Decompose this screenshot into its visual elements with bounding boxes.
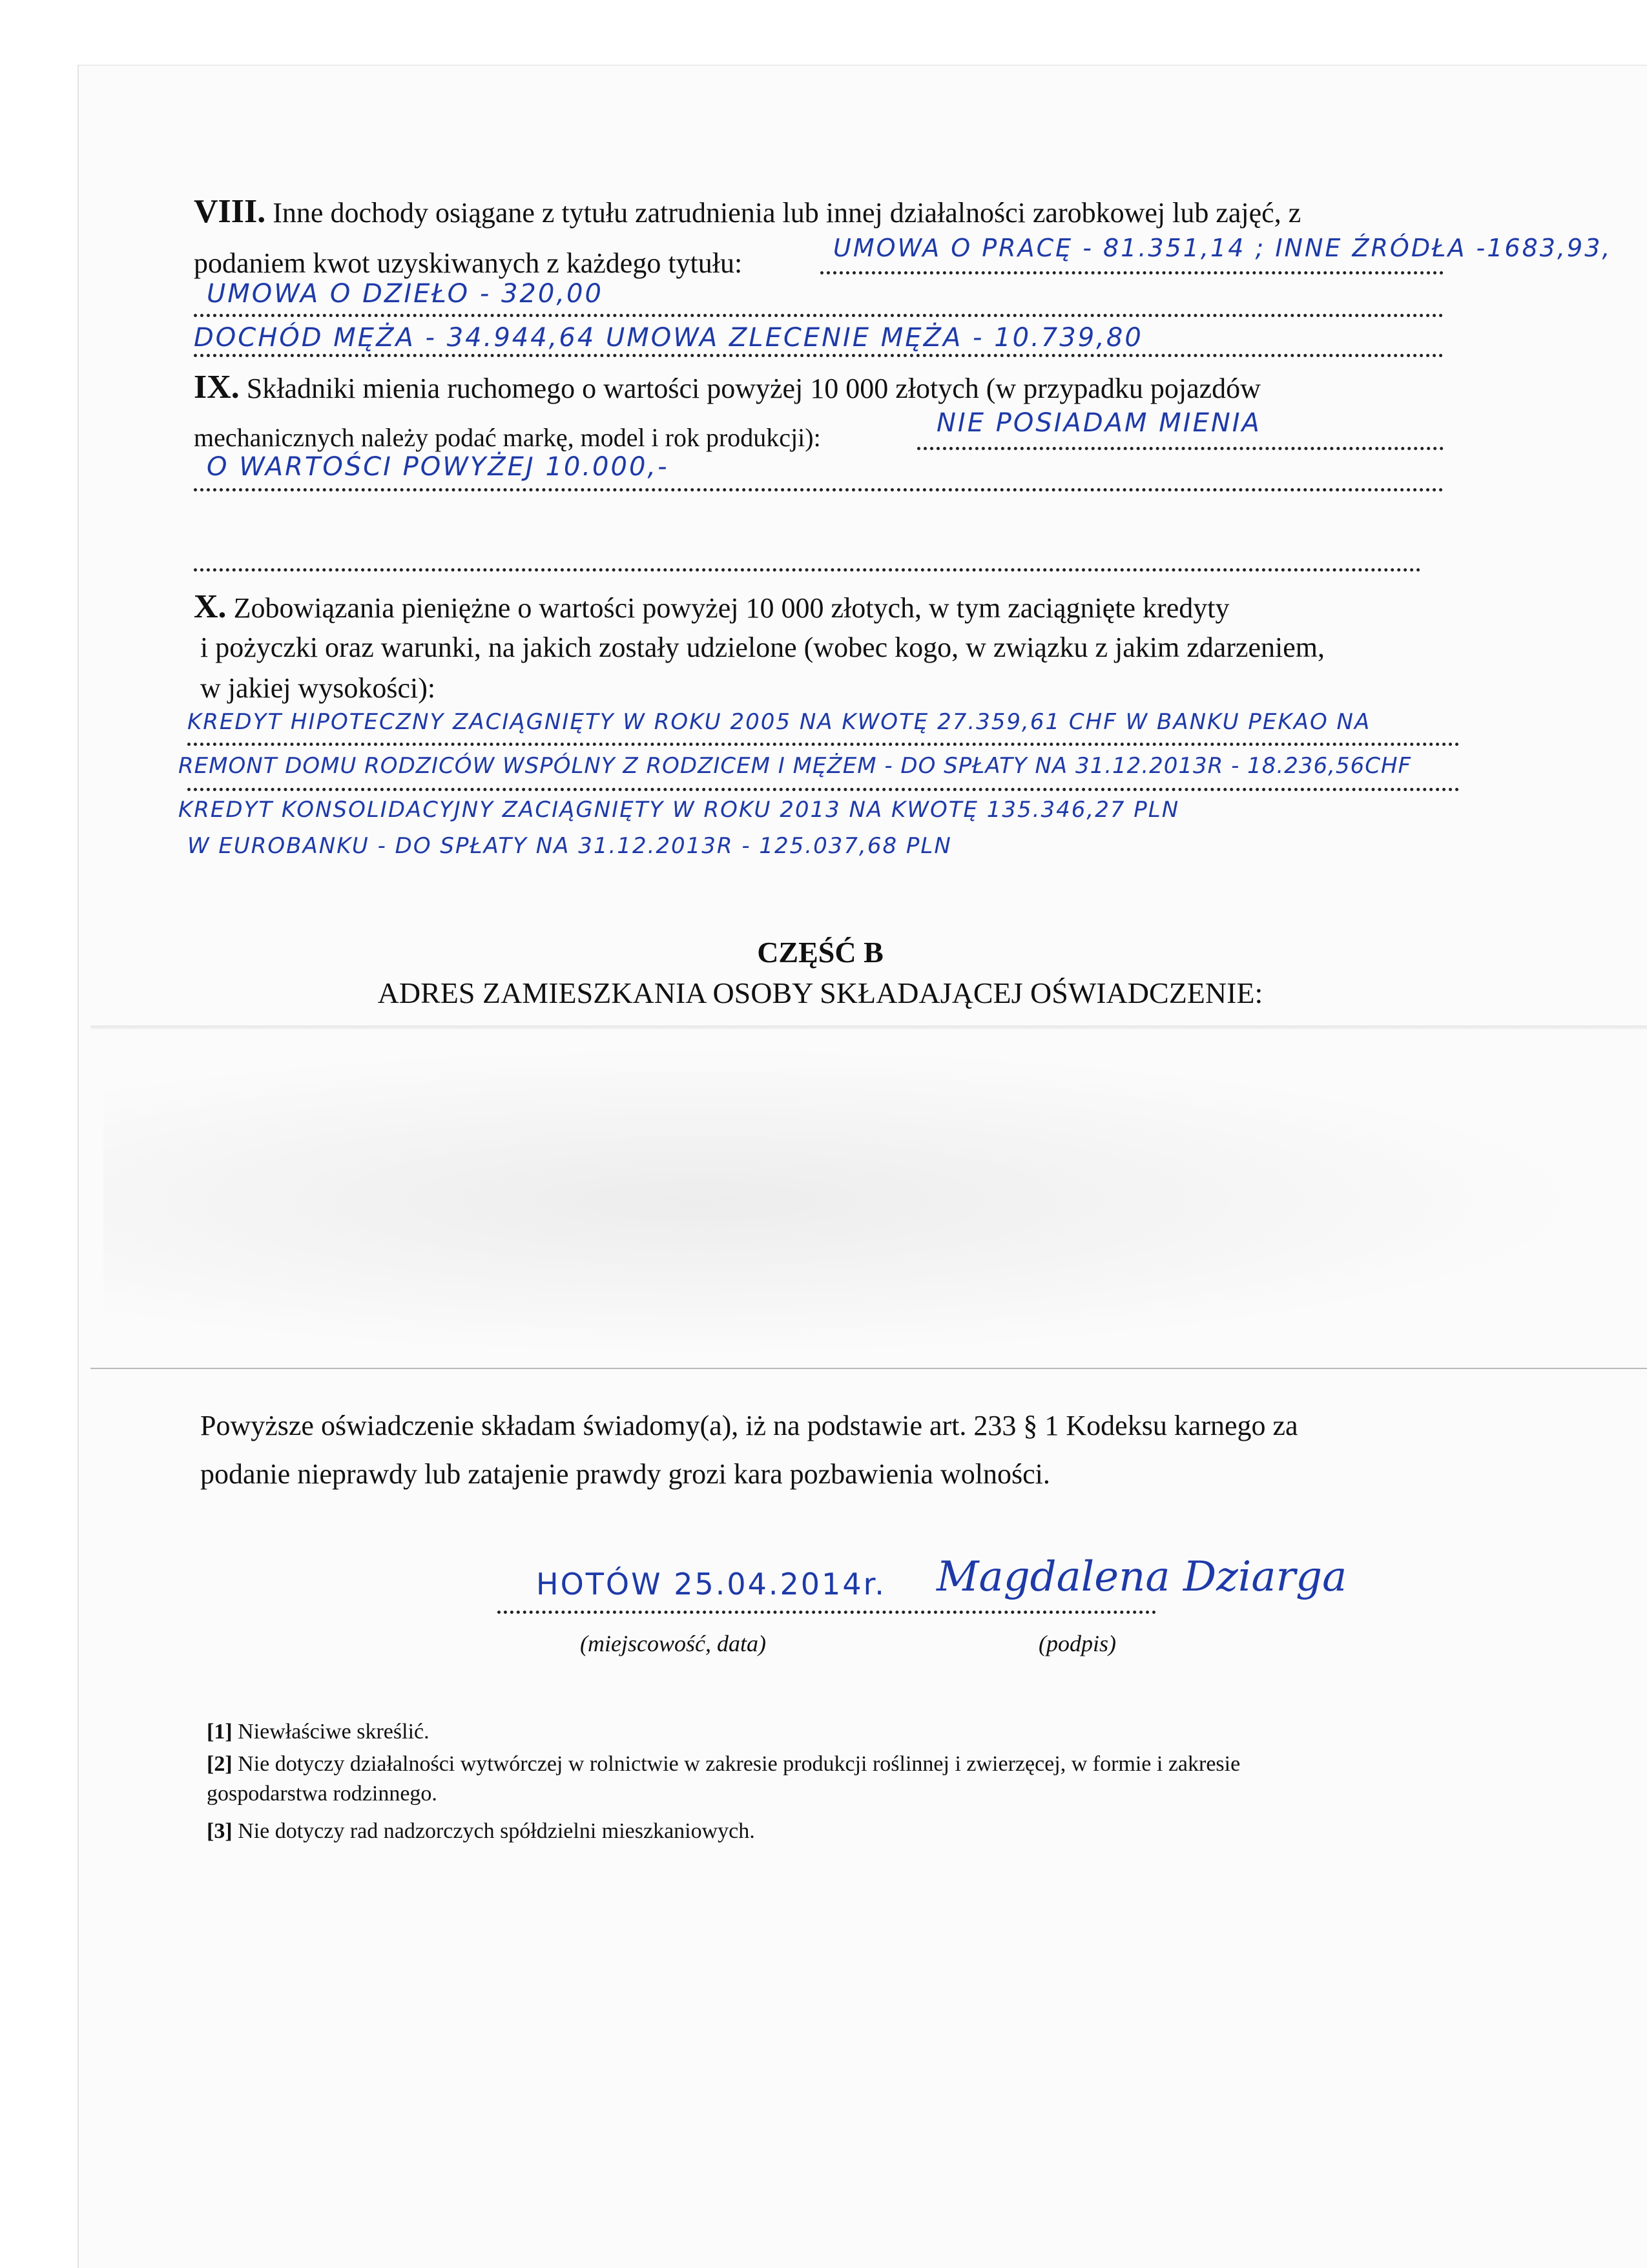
part-b-heading: CZĘŚĆ B xyxy=(757,936,884,969)
handwritten-income-1: UMOWA O PRACĘ - 81.351,14 ; INNE ŹRÓDŁA -1683,93, xyxy=(833,234,1612,262)
footnote-1 xyxy=(207,1718,430,1746)
section-ix-number: IX. xyxy=(194,369,240,406)
section-viii-text2: podaniem kwot uzyskiwanych z każdego tytułu: xyxy=(194,247,743,279)
caption-place-date: (miejscowość, data) xyxy=(580,1631,766,1656)
section-ix-line1 xyxy=(194,369,1261,407)
section-ix-text: Składniki mienia ruchomego o wartości powyżej 10 000 złotych (w przypadku pojazdów xyxy=(246,373,1261,404)
fill-line xyxy=(187,743,1460,746)
declaration-line1: Powyższe oświadczenie składam świadomy(a), iż na podstawie art. 233 § 1 Kodeksu karnego za xyxy=(200,1410,1298,1441)
section-viii-line1 xyxy=(194,194,1301,231)
fill-line xyxy=(194,314,1444,317)
paper-fold-line xyxy=(90,1368,1647,1369)
section-x-text2: i pożyczki oraz warunki, na jakich zostały udzielone (wobec kogo, w związku z jakim zdarzeniem, xyxy=(200,632,1325,663)
bleed-through-shadow xyxy=(103,1046,1589,1356)
fill-line xyxy=(917,447,1444,450)
part-b-subheading: ADRES ZAMIESZKANIA OSOBY SKŁADAJĄCEJ OŚWIADCZENIE: xyxy=(377,976,1263,1009)
handwritten-income-2: UMOWA O DZIEŁO - 320,00 xyxy=(207,279,603,309)
handwritten-liability-2: REMONT DOMU RODZICÓW WSPÓLNY Z RODZICEM I MĘŻEM - DO SPŁATY NA 31.12.2013R - 18.236,56CHF xyxy=(178,753,1412,779)
paper-fold-line xyxy=(90,1026,1647,1029)
footnote-1-text: Niewłaściwe skreślić. xyxy=(238,1720,430,1744)
footnote-1-mark: [1] xyxy=(207,1720,233,1744)
handwritten-liability-1: KREDYT HIPOTECZNY ZACIĄGNIĘTY W ROKU 2005 NA KWOTĘ 27.359,61 CHF W BANKU PEKAO NA xyxy=(187,709,1371,735)
footnote-2-text: Nie dotyczy działalności wytwórczej w rolnictwie w zakresie produkcji roślinnej i zwierzęcej, w formie i zakresie xyxy=(238,1752,1241,1776)
handwritten-movables-1: NIE POSIADAM MIENIA xyxy=(937,408,1261,438)
fill-line xyxy=(820,271,1444,274)
section-viii-number: VIII. xyxy=(194,193,266,230)
handwritten-liability-3: KREDYT KONSOLIDACYJNY ZACIĄGNIĘTY W ROKU 2013 NA KWOTĘ 135.346,27 PLN xyxy=(178,797,1180,823)
fill-line xyxy=(194,488,1444,491)
caption-signature: (podpis) xyxy=(1039,1631,1116,1656)
footnote-3-mark: [3] xyxy=(207,1819,233,1843)
footnote-3-text: Nie dotyczy rad nadzorczych spółdzielni mieszkaniowych. xyxy=(238,1819,755,1843)
fill-line xyxy=(187,788,1460,791)
footnote-3 xyxy=(207,1817,755,1846)
section-x-text3: w jakiej wysokości): xyxy=(200,672,436,704)
section-x-number: X. xyxy=(194,588,227,625)
footnote-2-mark: [2] xyxy=(207,1752,233,1776)
declaration-line2: podanie nieprawdy lub zatajenie prawdy grozi kara pozbawienia wolności. xyxy=(200,1458,1050,1490)
handwritten-place-date: HOTÓW 25.04.2014r. xyxy=(536,1567,886,1602)
fill-line xyxy=(194,568,1421,572)
handwritten-movables-2: O WARTOŚCI POWYŻEJ 10.000,- xyxy=(207,452,669,482)
handwritten-signature: Magdalena Dziarga xyxy=(937,1553,1347,1601)
section-x-line1 xyxy=(194,589,1229,626)
section-x-text: Zobowiązania pieniężne o wartości powyżej 10 000 złotych, w tym zaciągnięte kredyty xyxy=(233,592,1230,624)
handwritten-income-3: DOCHÓD MĘŻA - 34.944,64 UMOWA ZLECENIE MĘŻA - 10.739,80 xyxy=(194,323,1143,353)
section-viii-text: Inne dochody osiągane z tytułu zatrudnienia lub innej działalności zarobkowej lub zajęć, z xyxy=(273,197,1301,229)
signature-line xyxy=(497,1611,1156,1614)
fill-line xyxy=(194,354,1444,357)
footnote-2 xyxy=(207,1750,1240,1778)
footnote-2-cont: gospodarstwa rodzinnego. xyxy=(207,1782,437,1806)
handwritten-liability-4: W EUROBANKU - DO SPŁATY NA 31.12.2013R - 125.037,68 PLN xyxy=(187,833,952,859)
section-ix-text2: mechanicznych należy podać markę, model i rok produkcji): xyxy=(194,423,821,452)
